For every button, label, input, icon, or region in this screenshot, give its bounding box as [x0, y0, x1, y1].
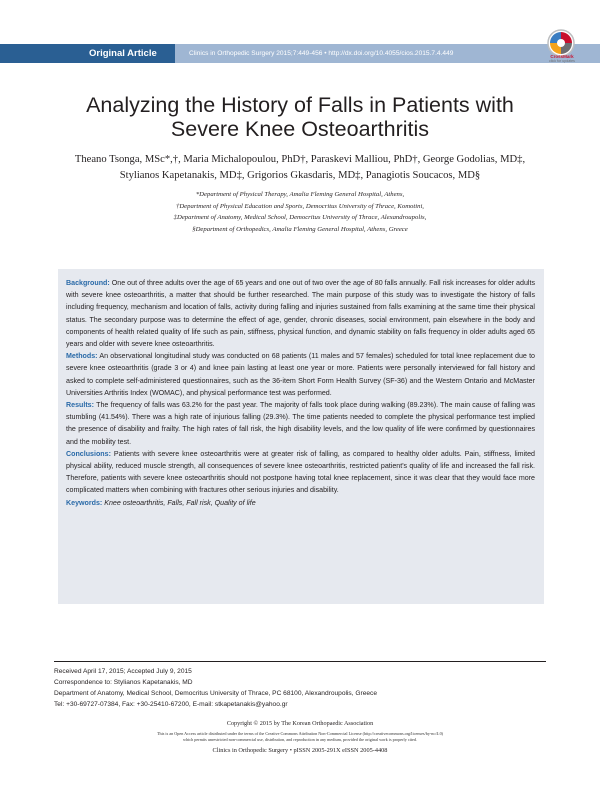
- results-text: The frequency of falls was 63.2% for the past year. The majority of falls took place during walking (89.23%). The main cause of falling was stumbling (41.54%). There was a high rate of injurious falling (29.3%). The time patients needed to complete the physical performance test implied the presence of disability and frailty. The high rates of fall risk, the high disability levels, and the low quality of life were confirmed by questionnaires and the mobility test.: [66, 401, 535, 446]
- conclusions-label: Conclusions:: [66, 449, 111, 458]
- correspondence-contact[interactable]: Tel: +30-69727-07384, Fax: +30-25410-67200, E-mail: stkapetanakis@yahoo.gr: [54, 701, 288, 708]
- affiliations: [40, 189, 560, 235]
- received-date: Received April 17, 2015; Accepted July 9, 2015: [54, 668, 192, 675]
- license-text: [60, 731, 540, 744]
- correspondence-address: Department of Anatomy, Medical School, Democritus University of Thrace, PC 68100, Alexandroupolis, Greece: [54, 690, 378, 697]
- authors-line-1: Theano Tsonga, MSc*,†, Maria Michalopoulou, PhD†, Paraskevi Malliou, PhD†, George Godolias, MD‡,: [74, 154, 526, 165]
- keywords-text: Knee osteoarthritis, Falls, Fall risk, Quality of life: [104, 498, 256, 507]
- license-line: which permits unrestricted non-commercial use, distribution, and reproduction in any medium, provided the original work is properly cited.: [182, 737, 418, 743]
- crossmark-sub: click for updates: [549, 59, 575, 63]
- crossmark-name: CrossMark: [550, 54, 574, 59]
- journal-footer: Clinics in Orthopedic Surgery • pISSN 2005-291X eISSN 2005-4408: [212, 747, 388, 754]
- license-line[interactable]: This is an Open Access article distributed under the terms of the Creative Commons Attribution Non-Commercial License (http://creativecommons.org/licenses/by-nc/4.0): [156, 731, 444, 736]
- background-label: Background:: [66, 279, 110, 287]
- article-type-tag: Original Article: [0, 44, 175, 63]
- abstract-background: [66, 277, 535, 350]
- methods-text: An observational longitudinal study was conducted on 68 patients (11 males and 57 females) scheduled for total knee replacement due to severe knee osteoarthritis (grade 3 or 4) and knee pain lasting at least one year or more. Patients were personally interviewed for fall history and asked to complete self-administered questionnaires, such as the 36-item Short Form Health Survey (SF-36) and the Western Ontario and McMaster Universities Arthritis Index (WOMAC), and physical performance test was performed.: [66, 352, 535, 397]
- copyright-line: Copyright © 2015 by The Korean Orthopaedic Association: [226, 720, 374, 727]
- affiliation: *Department of Physical Therapy, Amalia Fleming General Hospital, Athens,: [195, 191, 405, 198]
- background-text: One out of three adults over the age of 65 years and one out of two over the age of 80 falls annually. Fall risk increases for older adults with severe knee osteoarthritis, a matter that should be further researched. The main purpose of this study was to investigate the history of falls including frequency, mechanism and location of falls, activity during falling and injuries sustained from falls examining at the same time their physical status. The secondary purpose was to determine the effect of age, gender, chronic diseases, social environment, pain elsewhere in the body and components of health related quality of life such as pain, stiffness, physical function, and dynamic stability on falls frequency in older adults aged 65 years and older with severe knee osteoarthritis.: [66, 279, 535, 349]
- crossmark-label[interactable]: [542, 54, 582, 63]
- results-label: Results:: [66, 401, 94, 410]
- author-list: [40, 152, 560, 183]
- abstract-box: [58, 269, 544, 604]
- footnotes: [54, 666, 546, 710]
- conclusions-text: Patients with severe knee osteoarthritis were at greater risk of falling, as compared to healthy older adults. Pain, stiffness, limited physical ability, reduced muscle strength, all consequences of severe knee osteoarthritis, restricted patient's quality of life and increased the fall risk. Therefore, patients with severe knee osteoarthritis should not postpone having total knee replacement, since it was clear that they would face more complicated matters when combining with fractures other serious injuries and disability.: [66, 449, 535, 495]
- keywords-label: Keywords:: [66, 498, 103, 507]
- title-line-2: Severe Knee Osteoarthritis: [170, 116, 430, 141]
- journal-citation[interactable]: Clinics in Orthopedic Surgery 2015;7:449-456 • http://dx.doi.org/10.4055/cios.2015.7.4.449: [189, 50, 454, 57]
- authors-line-2: Stylianos Kapetanakis, MD‡, Grigorios Gkasdaris, MD‡, Panagiotis Soucacos, MD§: [119, 169, 481, 181]
- affiliation: †Department of Physical Education and Sports, Democritus University of Thrace, Komotini,: [176, 202, 424, 210]
- abstract-conclusions: [66, 448, 535, 497]
- methods-label: Methods:: [66, 352, 98, 361]
- article-title: [40, 94, 560, 141]
- abstract-methods: [66, 350, 535, 399]
- title-line-1: Analyzing the History of Falls in Patients with: [86, 93, 514, 117]
- abstract-keywords: [66, 497, 535, 509]
- abstract-results: [66, 399, 535, 448]
- footnote-divider: [54, 661, 546, 662]
- affiliation: §Department of Orthopedics, Amalia Fleming General Hospital, Athens, Greece: [192, 225, 408, 233]
- affiliation: ‡Department of Anatomy, Medical School, Democritus University of Thrace, Alexandroupolis,: [173, 214, 427, 222]
- correspondence: Correspondence to: Stylianos Kapetanakis, MD: [54, 679, 193, 686]
